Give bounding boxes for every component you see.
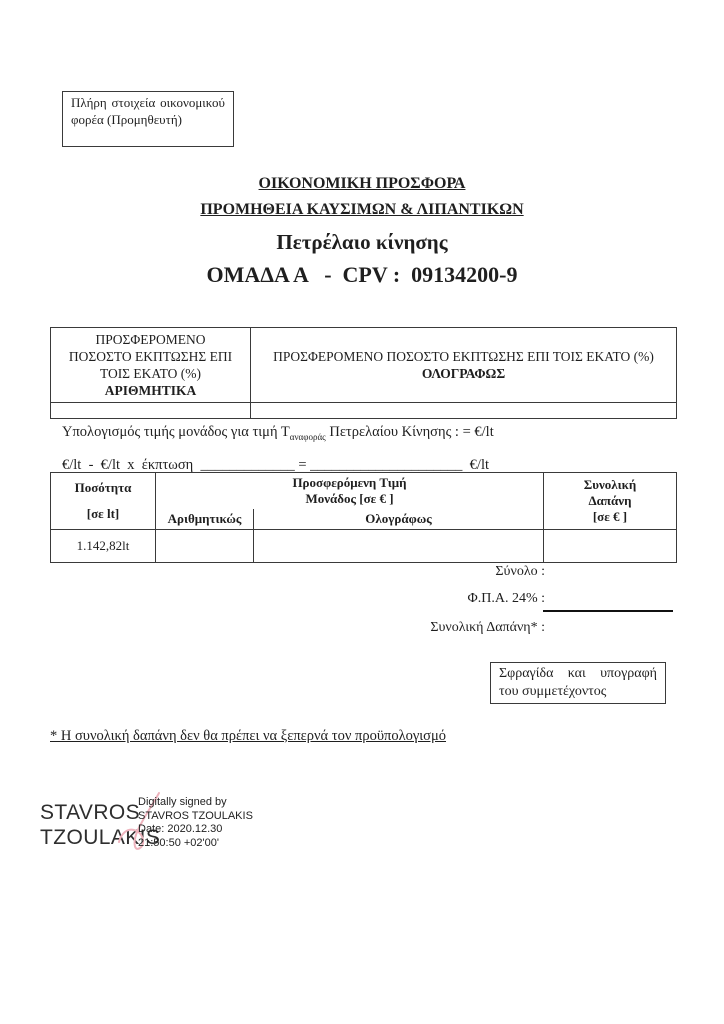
- supplier-info-text: Πλήρη στοιχεία οικονομικού φορέα (Προμηθευτή): [71, 95, 225, 127]
- numeric-subheader-cell: Αριθμητικώς: [156, 509, 254, 530]
- supplier-info-box: [62, 91, 234, 147]
- unit-price-header-line2: Μονάδος [σε € ]: [305, 491, 394, 506]
- unit-price-formula: [62, 418, 494, 479]
- signer-name-line1: STAVROS: [40, 801, 141, 824]
- formula-line2: €/lt - €/lt x έκπτωση _____________ = _____________________ €/lt: [62, 456, 489, 473]
- stamp-signature-text: Σφραγίδα και υπογραφή του συμμετέχοντος: [499, 666, 657, 699]
- total-cost-header-line3: [σε € ]: [592, 509, 628, 524]
- subtotal-label: Σύνολο :: [495, 564, 545, 579]
- discount-words-header-bold: ΟΛΟΓΡΑΦΩΣ: [421, 366, 506, 381]
- total-cost-header-line1: Συνολική: [583, 477, 637, 492]
- words-subheader-cell: Ολογράφως: [254, 509, 544, 530]
- formula-line1: [62, 418, 494, 451]
- product-title: Πετρέλαιο κίνησης: [276, 230, 448, 254]
- unit-price-words-value-cell: [254, 530, 544, 563]
- formula-line1-suffix: Πετρελαίου Κίνησης : = €/lt: [325, 424, 494, 440]
- unit-price-group-header-cell: [156, 473, 544, 510]
- discount-words-header-text: ΠΡΟΣΦΕΡΟΜΕΝΟ ΠΟΣΟΣΤΟ ΕΚΠΤΩΣΗΣ ΕΠΙ ΤΟΙΣ ΕΚΑΤΟ (%): [273, 349, 654, 364]
- formula-subscript: αναφοράς: [289, 431, 326, 442]
- document-title: ΟΙΚΟΝΟΜΙΚΗ ΠΡΟΣΦΟΡΑ: [258, 175, 466, 192]
- formula-line1-text: Υπολογισμός τιμής μονάδος για τιμή Τ: [62, 424, 290, 440]
- signature-details-line4: 21:50:50 +02'00': [138, 836, 219, 849]
- price-table-header-row: [51, 473, 677, 510]
- stamp-signature-box: [490, 662, 666, 704]
- quantity-header-line1: Ποσότητα: [74, 480, 132, 495]
- discount-numeric-header-cell: [51, 328, 251, 403]
- total-cost-value-cell: [544, 530, 677, 563]
- total-cost-header-line2: Δαπάνη: [588, 493, 632, 508]
- quantity-value-cell: 1.142,82lt: [51, 530, 156, 563]
- discount-numeric-header-text: ΠΡΟΣΦΕΡΟΜΕΝΟ ΠΟΣΟΣΤΟ ΕΚΠΤΩΣΗΣ ΕΠΙ ΤΟΙΣ ΕΚΑΤΟ (%): [68, 332, 233, 381]
- signature-details-line3: Date: 2020.12.30: [138, 823, 223, 835]
- signature-details-line1: Digitally signed by: [138, 796, 227, 808]
- group-cpv-title: ΟΜΑΔΑ Α - CPV : 09134200-9: [206, 262, 518, 287]
- vat-label: Φ.Π.Α. 24% :: [467, 591, 545, 606]
- vat-amount-line: [543, 610, 673, 612]
- document-subtitle: ΠΡΟΜΗΘΕΙΑ ΚΑΥΣΙΜΩΝ & ΛΙΠΑΝΤΙΚΩΝ: [200, 201, 524, 218]
- unit-price-header-line1: Προσφερόμενη Τιμή: [292, 475, 407, 490]
- discount-numeric-header-bold: ΑΡΙΘΜΗΤΙΚΑ: [104, 383, 197, 398]
- discount-table: [50, 327, 677, 419]
- signature-details: [138, 796, 298, 850]
- total-cost-header-cell: [544, 473, 677, 530]
- quantity-header-line2: [σε lt]: [86, 506, 120, 521]
- grand-total-label: Συνολική Δαπάνη* :: [430, 620, 545, 635]
- totals-block: [250, 564, 545, 636]
- budget-footnote: * Η συνολική δαπάνη δεν θα πρέπει να ξεπερνά τον προϋπολογισμό: [50, 728, 447, 744]
- quantity-header-cell: [51, 473, 156, 530]
- unit-price-numeric-value-cell: [156, 530, 254, 563]
- discount-words-value-cell: [251, 403, 677, 419]
- discount-table-header-row: [51, 328, 677, 403]
- signature-details-line2: STAVROS TZOULAKIS: [138, 809, 253, 822]
- signer-name-line2: TZOULAKIS: [40, 826, 161, 849]
- price-table-data-row: [51, 530, 677, 563]
- discount-words-header-cell: [251, 328, 677, 403]
- discount-numeric-value-cell: [51, 403, 251, 419]
- title-block: [0, 175, 724, 288]
- price-table: [50, 472, 677, 563]
- discount-table-value-row: [51, 403, 677, 419]
